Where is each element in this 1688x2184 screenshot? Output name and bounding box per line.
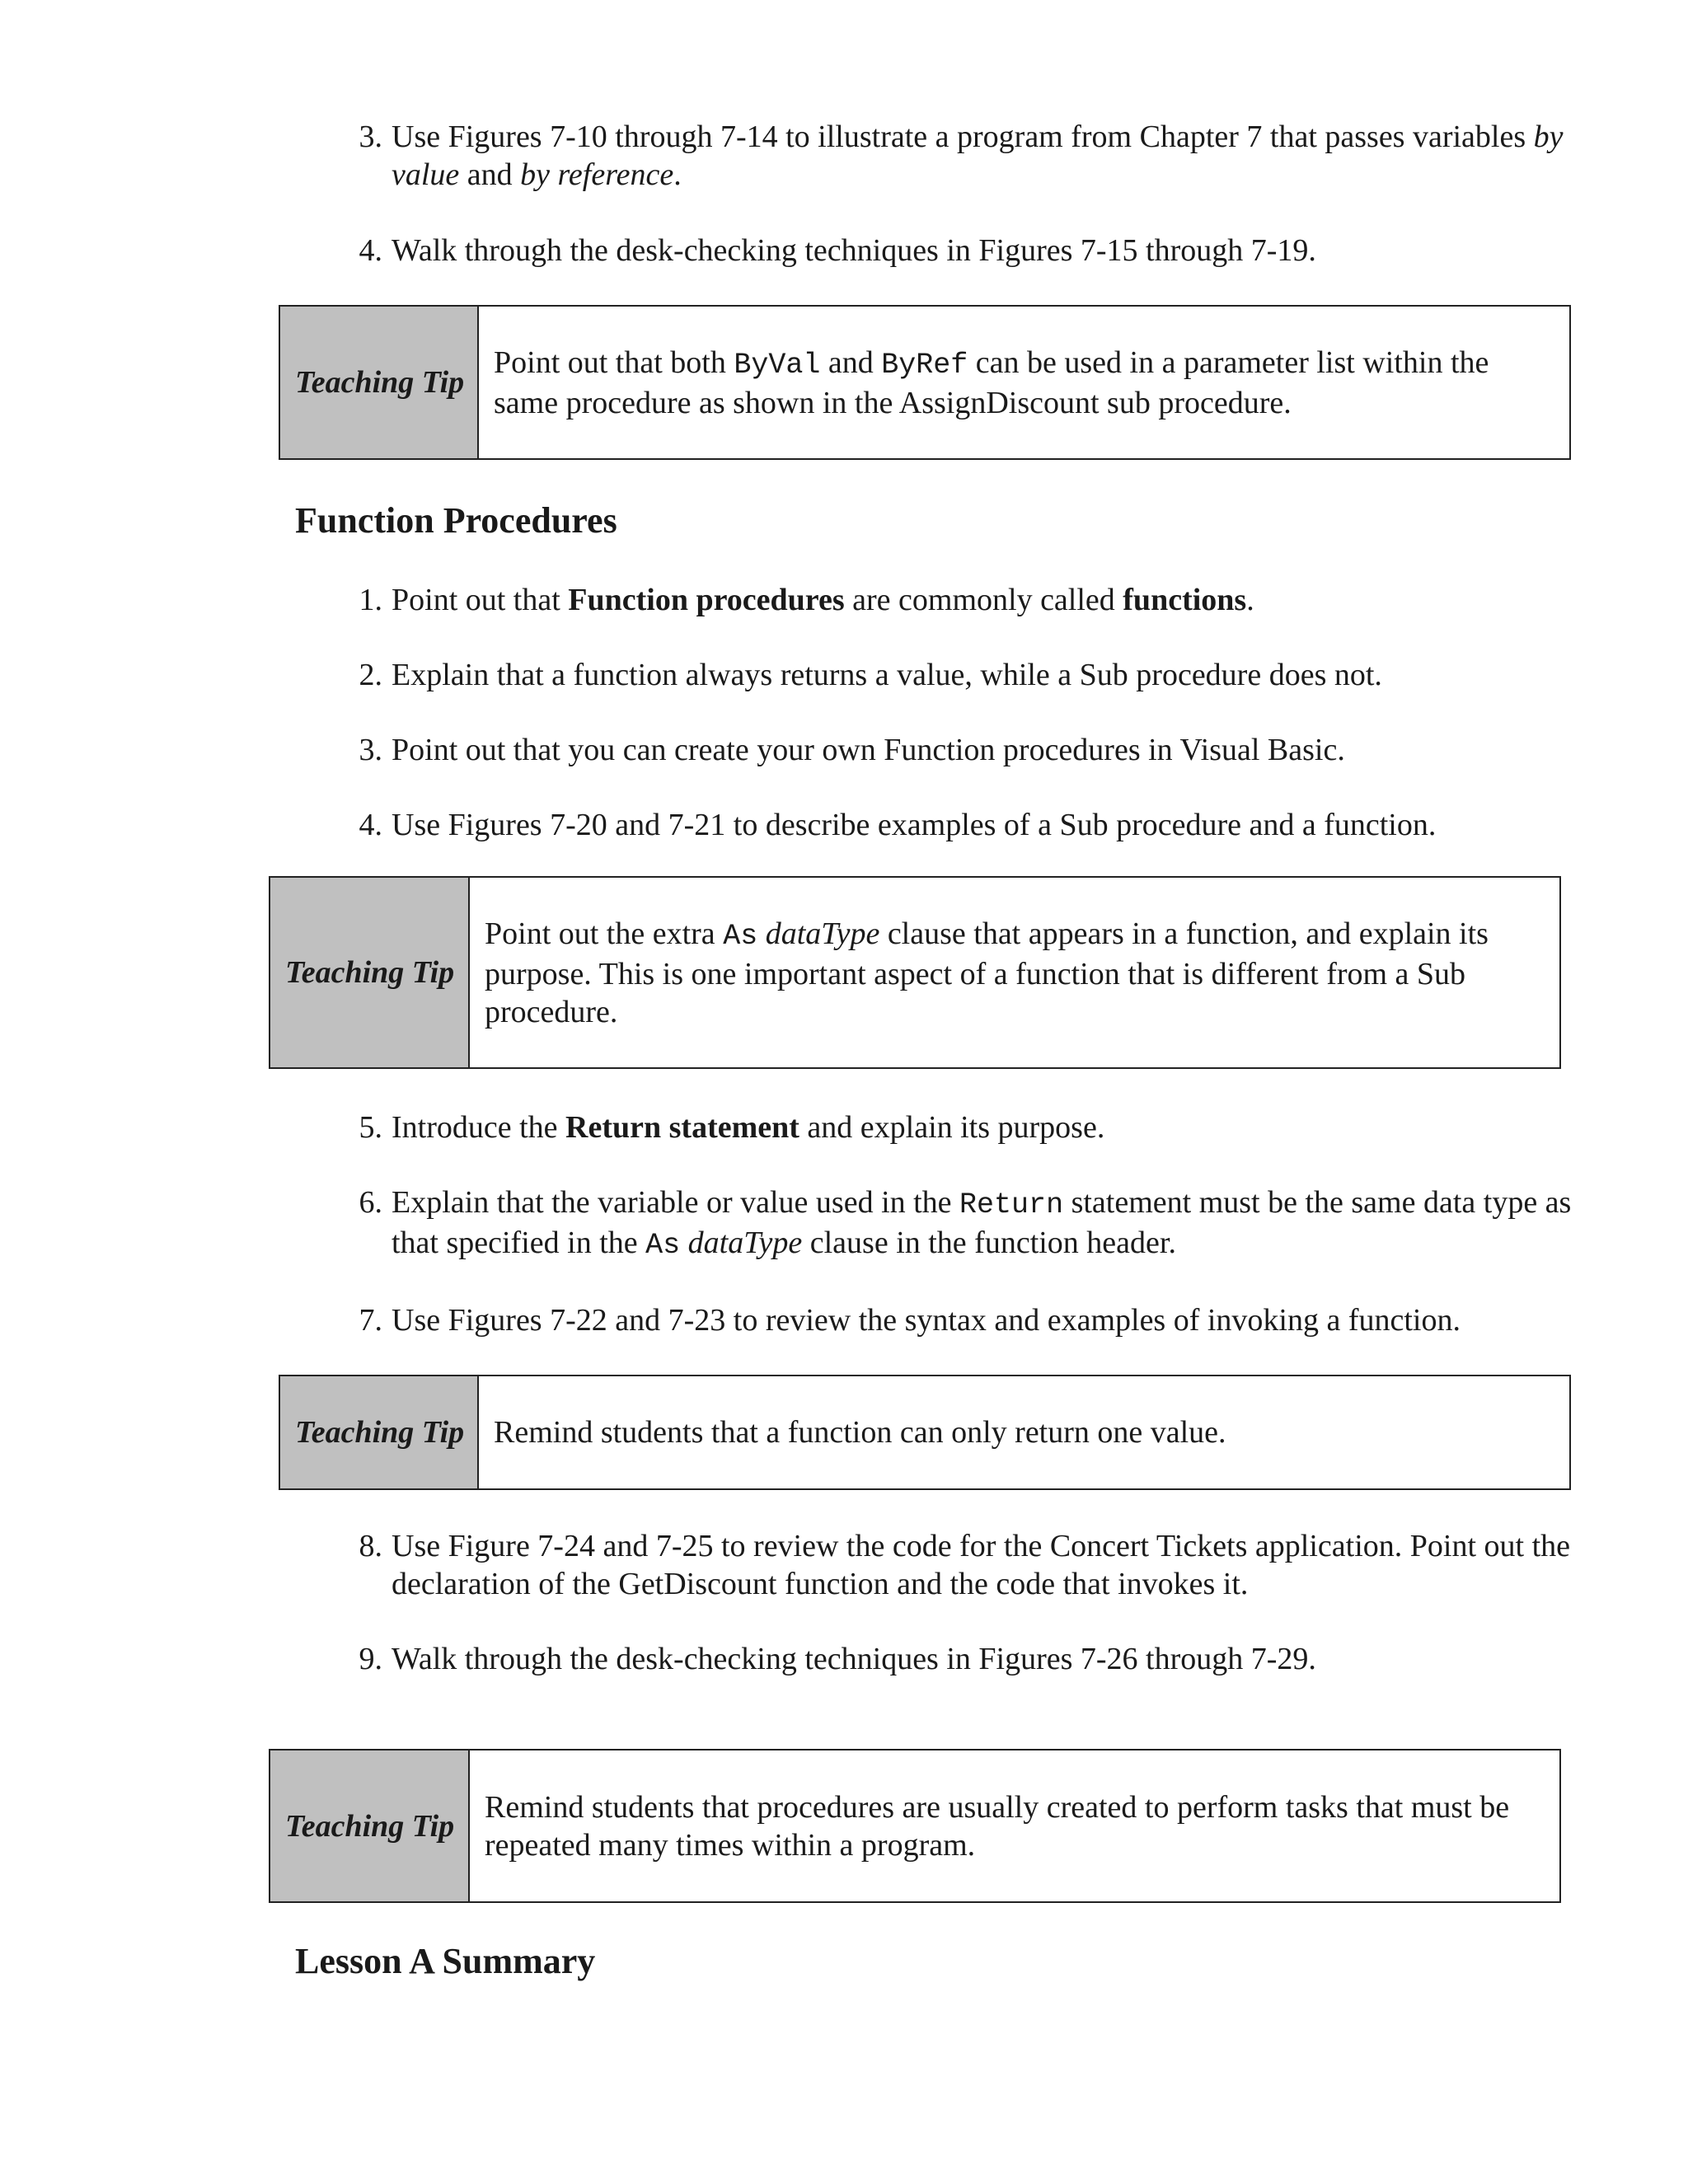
list-text [392, 806, 1578, 844]
text-run: As [645, 1229, 681, 1262]
text-run: and [820, 344, 882, 380]
text-run: Explain that a function always returns a value, while a Sub procedure does not. [392, 658, 1382, 692]
text-run: Walk through the desk-checking techniques in Figures 7-26 through 7-29. [392, 1642, 1316, 1676]
list-number: 1. [359, 583, 382, 617]
teaching-tip-box [279, 1375, 1571, 1490]
text-run: dataType [687, 1226, 803, 1260]
teaching-tip-label: Teaching Tip [280, 307, 479, 458]
list-text [392, 1183, 1578, 1264]
text-run: Remind students that procedures are usually created to perform tasks that must be repeated many times within a program. [485, 1789, 1510, 1863]
list-number: 5. [359, 1110, 382, 1145]
list-text [392, 1108, 1578, 1146]
text-run: clause in the function header. [802, 1226, 1176, 1260]
section-heading: Lesson A Summary [295, 1941, 596, 1981]
text-run: by value [392, 120, 1564, 192]
list-text [392, 731, 1578, 769]
teaching-tip-label: Teaching Tip [270, 1750, 470, 1901]
text-run: Explain that the variable or value used in the [392, 1185, 960, 1220]
list-number: 7. [359, 1303, 382, 1338]
list-number: 3. [359, 120, 382, 154]
text-run: Introduce the [392, 1110, 566, 1145]
text-run: . [1246, 583, 1254, 617]
text-run: Return [959, 1188, 1064, 1221]
text-run: Use Figures 7-20 and 7-21 to describe examples of a Sub procedure and a function. [392, 808, 1437, 842]
teaching-tip-text [470, 878, 1559, 1067]
text-run: clause that appears in a function, and explain its purpose. This is one important aspect of a function that is different from a Sub procedure. [485, 916, 1489, 1029]
list-number: 4. [359, 808, 382, 842]
list-number: 6. [359, 1185, 382, 1220]
text-run: Use Figures 7-22 and 7-23 to review the syntax and examples of invoking a function. [392, 1303, 1461, 1338]
text-run: Walk through the desk-checking techniques in Figures 7-15 through 7-19. [392, 233, 1316, 268]
list-text [392, 118, 1578, 194]
text-run: ByVal [734, 348, 821, 382]
list-text [392, 1527, 1578, 1603]
teaching-tip-label: Teaching Tip [270, 878, 470, 1067]
text-run: ByRef [881, 348, 968, 382]
text-run: and explain its purpose. [799, 1110, 1105, 1145]
text-run: statement must be the same data type as that specified in the [392, 1185, 1572, 1260]
list-text [392, 232, 1578, 269]
text-run: Use Figures 7-10 through 7-14 to illustrate a program from Chapter 7 that passes variables [392, 120, 1534, 154]
text-run [757, 916, 766, 951]
list-text [392, 1640, 1578, 1678]
teaching-tip-box [269, 1749, 1561, 1903]
text-run: Point out that you can create your own Function procedures in Visual Basic. [392, 733, 1345, 767]
text-run: Use Figure 7-24 and 7-25 to review the code for the Concert Tickets application. Point out the declaration of the GetDiscount function and the code that invokes it. [392, 1529, 1570, 1601]
list-number: 8. [359, 1529, 382, 1563]
teaching-tip-box [279, 305, 1571, 460]
list-number: 9. [359, 1642, 382, 1676]
list-text [392, 581, 1578, 619]
list-number: 3. [359, 733, 382, 767]
text-run: Point out that both [494, 344, 734, 380]
text-run: by reference [520, 157, 674, 192]
text-run: Return statement [565, 1110, 799, 1145]
text-run: functions [1123, 583, 1247, 617]
teaching-tip-box [269, 876, 1561, 1069]
text-run: are commonly called [844, 583, 1123, 617]
teaching-tip-text [479, 307, 1569, 458]
list-number: 4. [359, 233, 382, 268]
text-run: can be used in a parameter list within the same procedure as shown in the AssignDiscount sub procedure. [494, 344, 1489, 420]
text-run: Point out that [392, 583, 569, 617]
text-run: Remind students that a function can only return one value. [494, 1415, 1226, 1450]
text-run: and [459, 157, 521, 192]
text-run: As [723, 919, 758, 953]
list-text [392, 656, 1578, 694]
section-heading: Function Procedures [295, 500, 617, 541]
text-run [680, 1226, 688, 1260]
text-run: Point out the extra [485, 916, 724, 951]
text-run: Function procedures [568, 583, 845, 617]
teaching-tip-text [470, 1750, 1559, 1901]
teaching-tip-label: Teaching Tip [280, 1376, 479, 1488]
list-text [392, 1301, 1578, 1339]
teaching-tip-text [479, 1376, 1569, 1488]
text-run: dataType [765, 916, 880, 951]
text-run: . [673, 157, 682, 192]
list-number: 2. [359, 658, 382, 692]
